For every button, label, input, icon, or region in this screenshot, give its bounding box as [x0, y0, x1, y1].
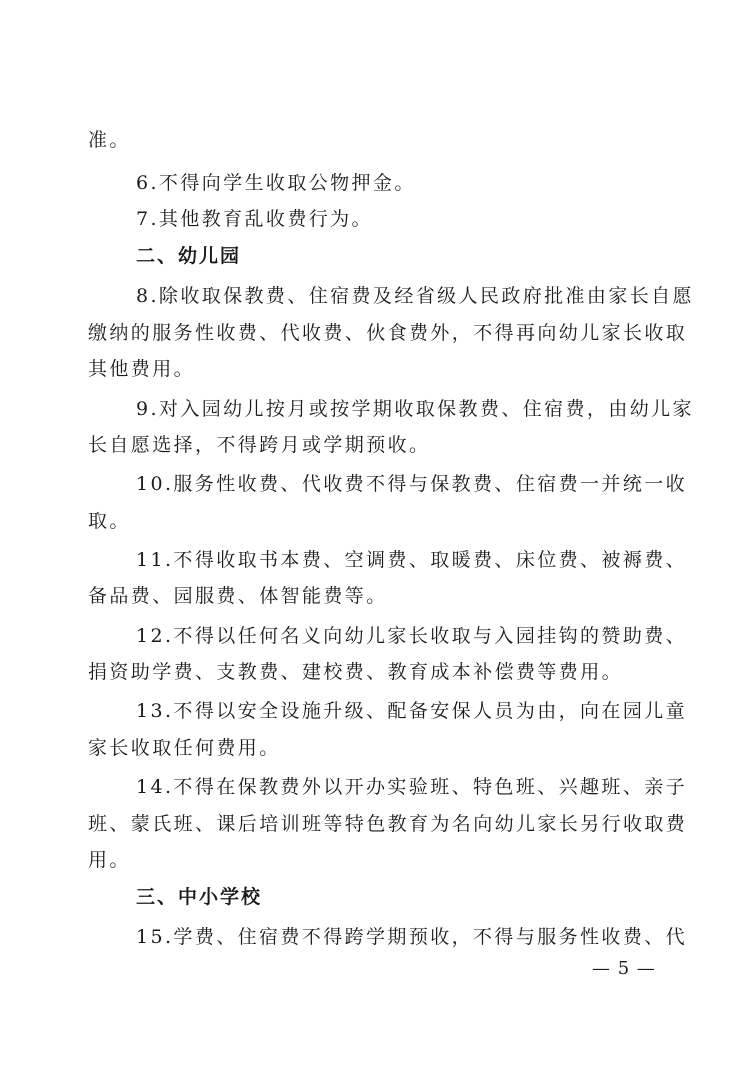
list-item-13: 13.不得以安全设施升级、配备安保人员为由，向在园儿童 [136, 700, 688, 722]
text-line: 缴纳的服务性收费、代收费、伙食费外，不得再向幼儿家长收取 [88, 322, 688, 344]
text-line: 班、蒙氏班、课后培训班等特色教育为名向幼儿家长另行收取费 [88, 813, 688, 835]
text-line: 家长收取任何费用。 [88, 737, 281, 759]
list-item-12: 12.不得以任何名义向幼儿家长收取与入园挂钩的赞助费、 [136, 625, 688, 647]
text-line: 其他费用。 [88, 358, 196, 380]
text-line: 捐资助学费、支教费、建校费、教育成本补偿费等费用。 [88, 661, 624, 683]
list-item-11: 11.不得收取书本费、空调费、取暖费、床位费、被褥费、 [136, 549, 688, 571]
page-number: — 5 — [592, 958, 656, 979]
section-heading-kindergarten: 二、幼儿园 [136, 245, 242, 267]
list-item-6: 6.不得向学生收取公物押金。 [136, 172, 416, 194]
text-line: 备品费、园服费、体智能费等。 [88, 585, 388, 607]
text-line: 用。 [88, 849, 131, 871]
list-item-8: 8.除收取保教费、住宿费及经省级人民政府批准由家长自愿 [136, 285, 694, 307]
section-heading-schools: 三、中小学校 [136, 886, 263, 908]
list-item-9: 9.对入园幼儿按月或按学期收取保教费、住宿费，由幼儿家 [136, 398, 694, 420]
list-item-14: 14.不得在保教费外以开办实验班、特色班、兴趣班、亲子 [136, 776, 688, 798]
list-item-7: 7.其他教育乱收费行为。 [136, 208, 373, 230]
list-item-10: 10.服务性收费、代收费不得与保教费、住宿费一并统一收 [136, 473, 688, 495]
list-item-15: 15.学费、住宿费不得跨学期预收，不得与服务性收费、代 [136, 926, 688, 948]
text-line: 长自愿选择，不得跨月或学期预收。 [88, 434, 431, 456]
text-line: 取。 [88, 510, 131, 532]
text-line: 准。 [88, 129, 131, 151]
